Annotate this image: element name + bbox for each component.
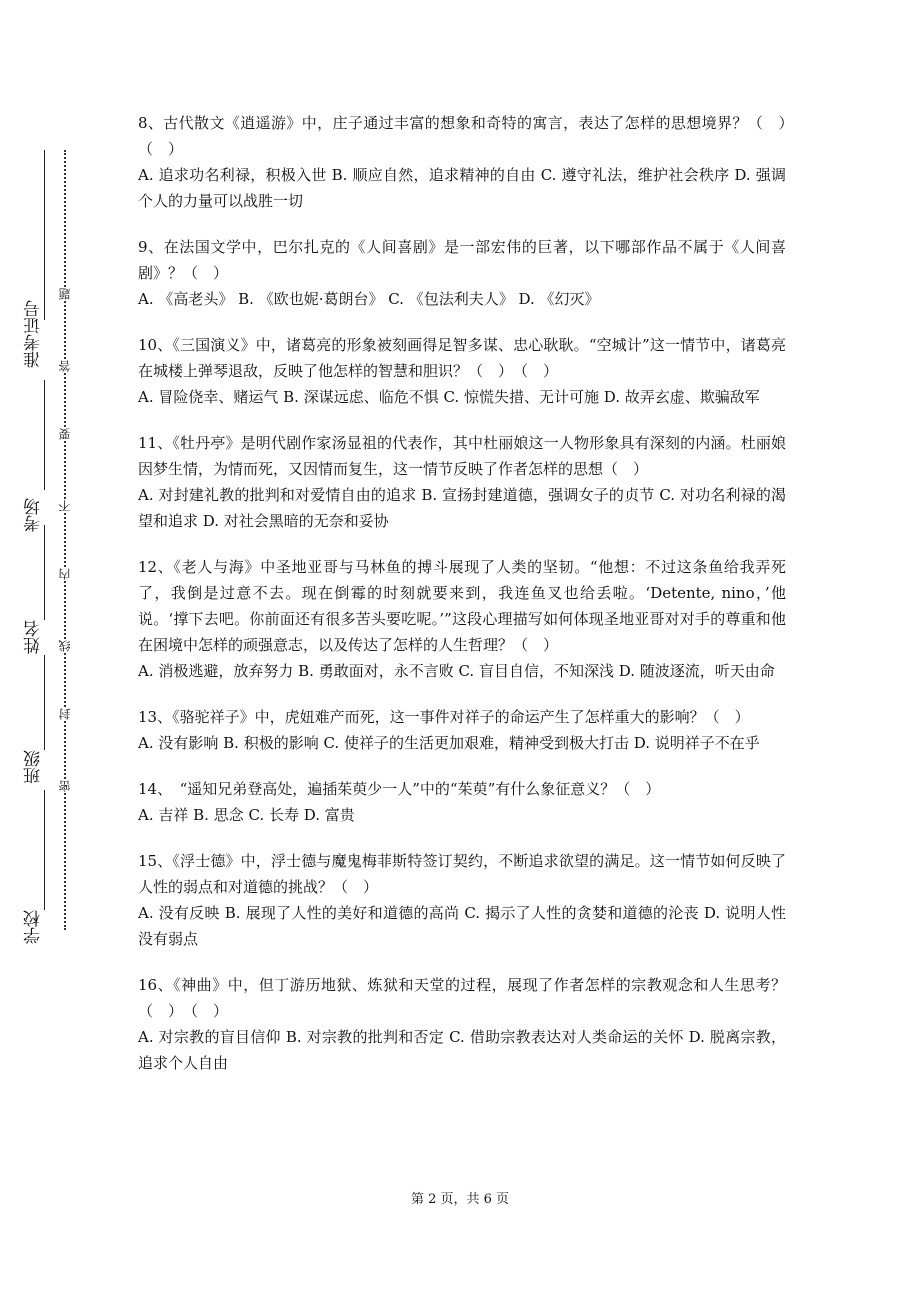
question-11 xyxy=(138,430,786,534)
question-options: A. 消极逃避，放弃努力 B. 勇敢面对，永不言败 C. 盲目自信，不知深浅 D. 随波逐流，听天由命 xyxy=(138,662,775,680)
name-label: 姓名 xyxy=(24,620,44,654)
exam-room-label: 考场 xyxy=(24,498,44,532)
question-text: 14、 “遥知兄弟登高处，遍插茱萸少一人”中的“茱萸”有什么象征意义？（ ） xyxy=(138,780,661,798)
question-options: A. 对宗教的盲目信仰 B. 对宗教的批判和否定 C. 借助宗教表达对人类命运的关怀 D. 脱离宗教，追求个人自由 xyxy=(138,1028,786,1072)
school-line xyxy=(44,790,45,910)
question-options: A. 《高老头》 B. 《欧也妮·葛朗台》 C. 《包法利夫人》 D. 《幻灭》 xyxy=(138,290,600,308)
question-9 xyxy=(138,234,786,312)
class-line xyxy=(44,655,45,750)
seal-word: 不 xyxy=(58,500,72,512)
exam-id-line xyxy=(44,150,45,320)
seal-word: 题 xyxy=(58,288,72,300)
question-options: A. 对封建礼教的批判和对爱情自由的追求 B. 宣扬封建道德，强调女子的贞节 C. 对功名利禄的渴望和追求 D. 对社会黑暗的无奈和妥协 xyxy=(138,486,786,530)
question-text: 8、古代散文《逍遥游》中，庄子通过丰富的想象和奇特的寓言，表达了怎样的思想境界？（ ） （ ） xyxy=(138,114,802,158)
question-text: 16、《神曲》中，但丁游历地狱、炼狱和天堂的过程，展现了作者怎样的宗教观念和人生思考？（ ） （ ） xyxy=(138,976,786,1020)
exam-id-label: 准考证号 xyxy=(24,300,44,368)
question-text: 12、《老人与海》中圣地亚哥与马林鱼的搏斗展现了人类的坚韧。“他想：不过这条鱼给我弄死了，我倒是过意不去。现在倒霉的时刻就要来到，我连鱼叉也给丢啦。‘Detente, nino，’他说。‘撑下去吧。你前面还有很多苦头要吃呢。’”这段心理描写如何体现圣地亚哥对对手的尊重和他在困境中怎样的顽强意志，以及传达了怎样的人生哲理？（ ） xyxy=(138,558,786,654)
question-text: 11、《牡丹亭》是明代剧作家汤显祖的代表作，其中杜丽娘这一人物形象具有深刻的内涵。杜丽娘因梦生情，为情而死，又因情而复生，这一情节反映了作者怎样的思想（ ） xyxy=(138,434,786,478)
question-text: 15、《浮士德》中，浮士德与魔鬼梅菲斯特签订契约，不断追求欲望的满足。这一情节如何反映了人性的弱点和对道德的挑战？（ ） xyxy=(138,852,786,896)
question-options: A. 没有反映 B. 展现了人性的美好和道德的高尚 C. 揭示了人性的贪婪和道德的沦丧 D. 说明人性没有弱点 xyxy=(138,904,786,948)
question-options: A. 吉祥 B. 思念 C. 长寿 D. 富贵 xyxy=(138,806,355,824)
seal-dotted-line xyxy=(64,150,66,930)
seal-word: 答 xyxy=(58,360,72,372)
question-text: 13、《骆驼祥子》中，虎妞难产而死，这一事件对祥子的命运产生了怎样重大的影响？（ ） xyxy=(138,708,750,726)
question-16 xyxy=(138,972,786,1076)
question-12 xyxy=(138,554,786,684)
question-options: A. 追求功名利禄，积极入世 B. 顺应自然，追求精神的自由 C. 遵守礼法，维护社会秩序 D. 强调个人的力量可以战胜一切 xyxy=(138,166,786,210)
question-text: 9、在法国文学中，巴尔扎克的《人间喜剧》是一部宏伟的巨著，以下哪部作品不属于《人间喜剧》？（ ） xyxy=(138,238,786,282)
question-options: A. 没有影响 B. 积极的影响 C. 使祥子的生活更加艰难，精神受到极大打击 D. 说明祥子不在乎 xyxy=(138,734,760,752)
seal-word: 要 xyxy=(58,428,72,440)
question-options: A. 冒险侥幸、赌运气 B. 深谋远虑、临危不惧 C. 惊慌失措、无计可施 D. 故弄玄虚、欺骗敌军 xyxy=(138,388,760,406)
seal-word: 内 xyxy=(58,568,72,580)
question-10 xyxy=(138,332,786,410)
question-14 xyxy=(138,776,786,828)
exam-room-line xyxy=(44,380,45,490)
page-number: 第 2 页，共 6 页 xyxy=(410,1192,510,1207)
question-13 xyxy=(138,704,786,756)
seal-word: 封 xyxy=(58,708,72,720)
seal-word: 线 xyxy=(58,640,72,652)
question-text: 10、《三国演义》中，诸葛亮的形象被刻画得足智多谋、忠心耿耿。“空城计”这一情节中，诸葛亮在城楼上弹琴退敌，反映了他怎样的智慧和胆识？（ ） （ ） xyxy=(138,336,786,380)
seal-word: 密 xyxy=(58,780,72,792)
question-list xyxy=(138,110,802,1096)
name-line xyxy=(44,525,45,620)
school-label: 学校 xyxy=(24,910,44,944)
question-15 xyxy=(138,848,786,952)
class-label: 班级 xyxy=(24,750,44,784)
question-8 xyxy=(138,110,802,214)
